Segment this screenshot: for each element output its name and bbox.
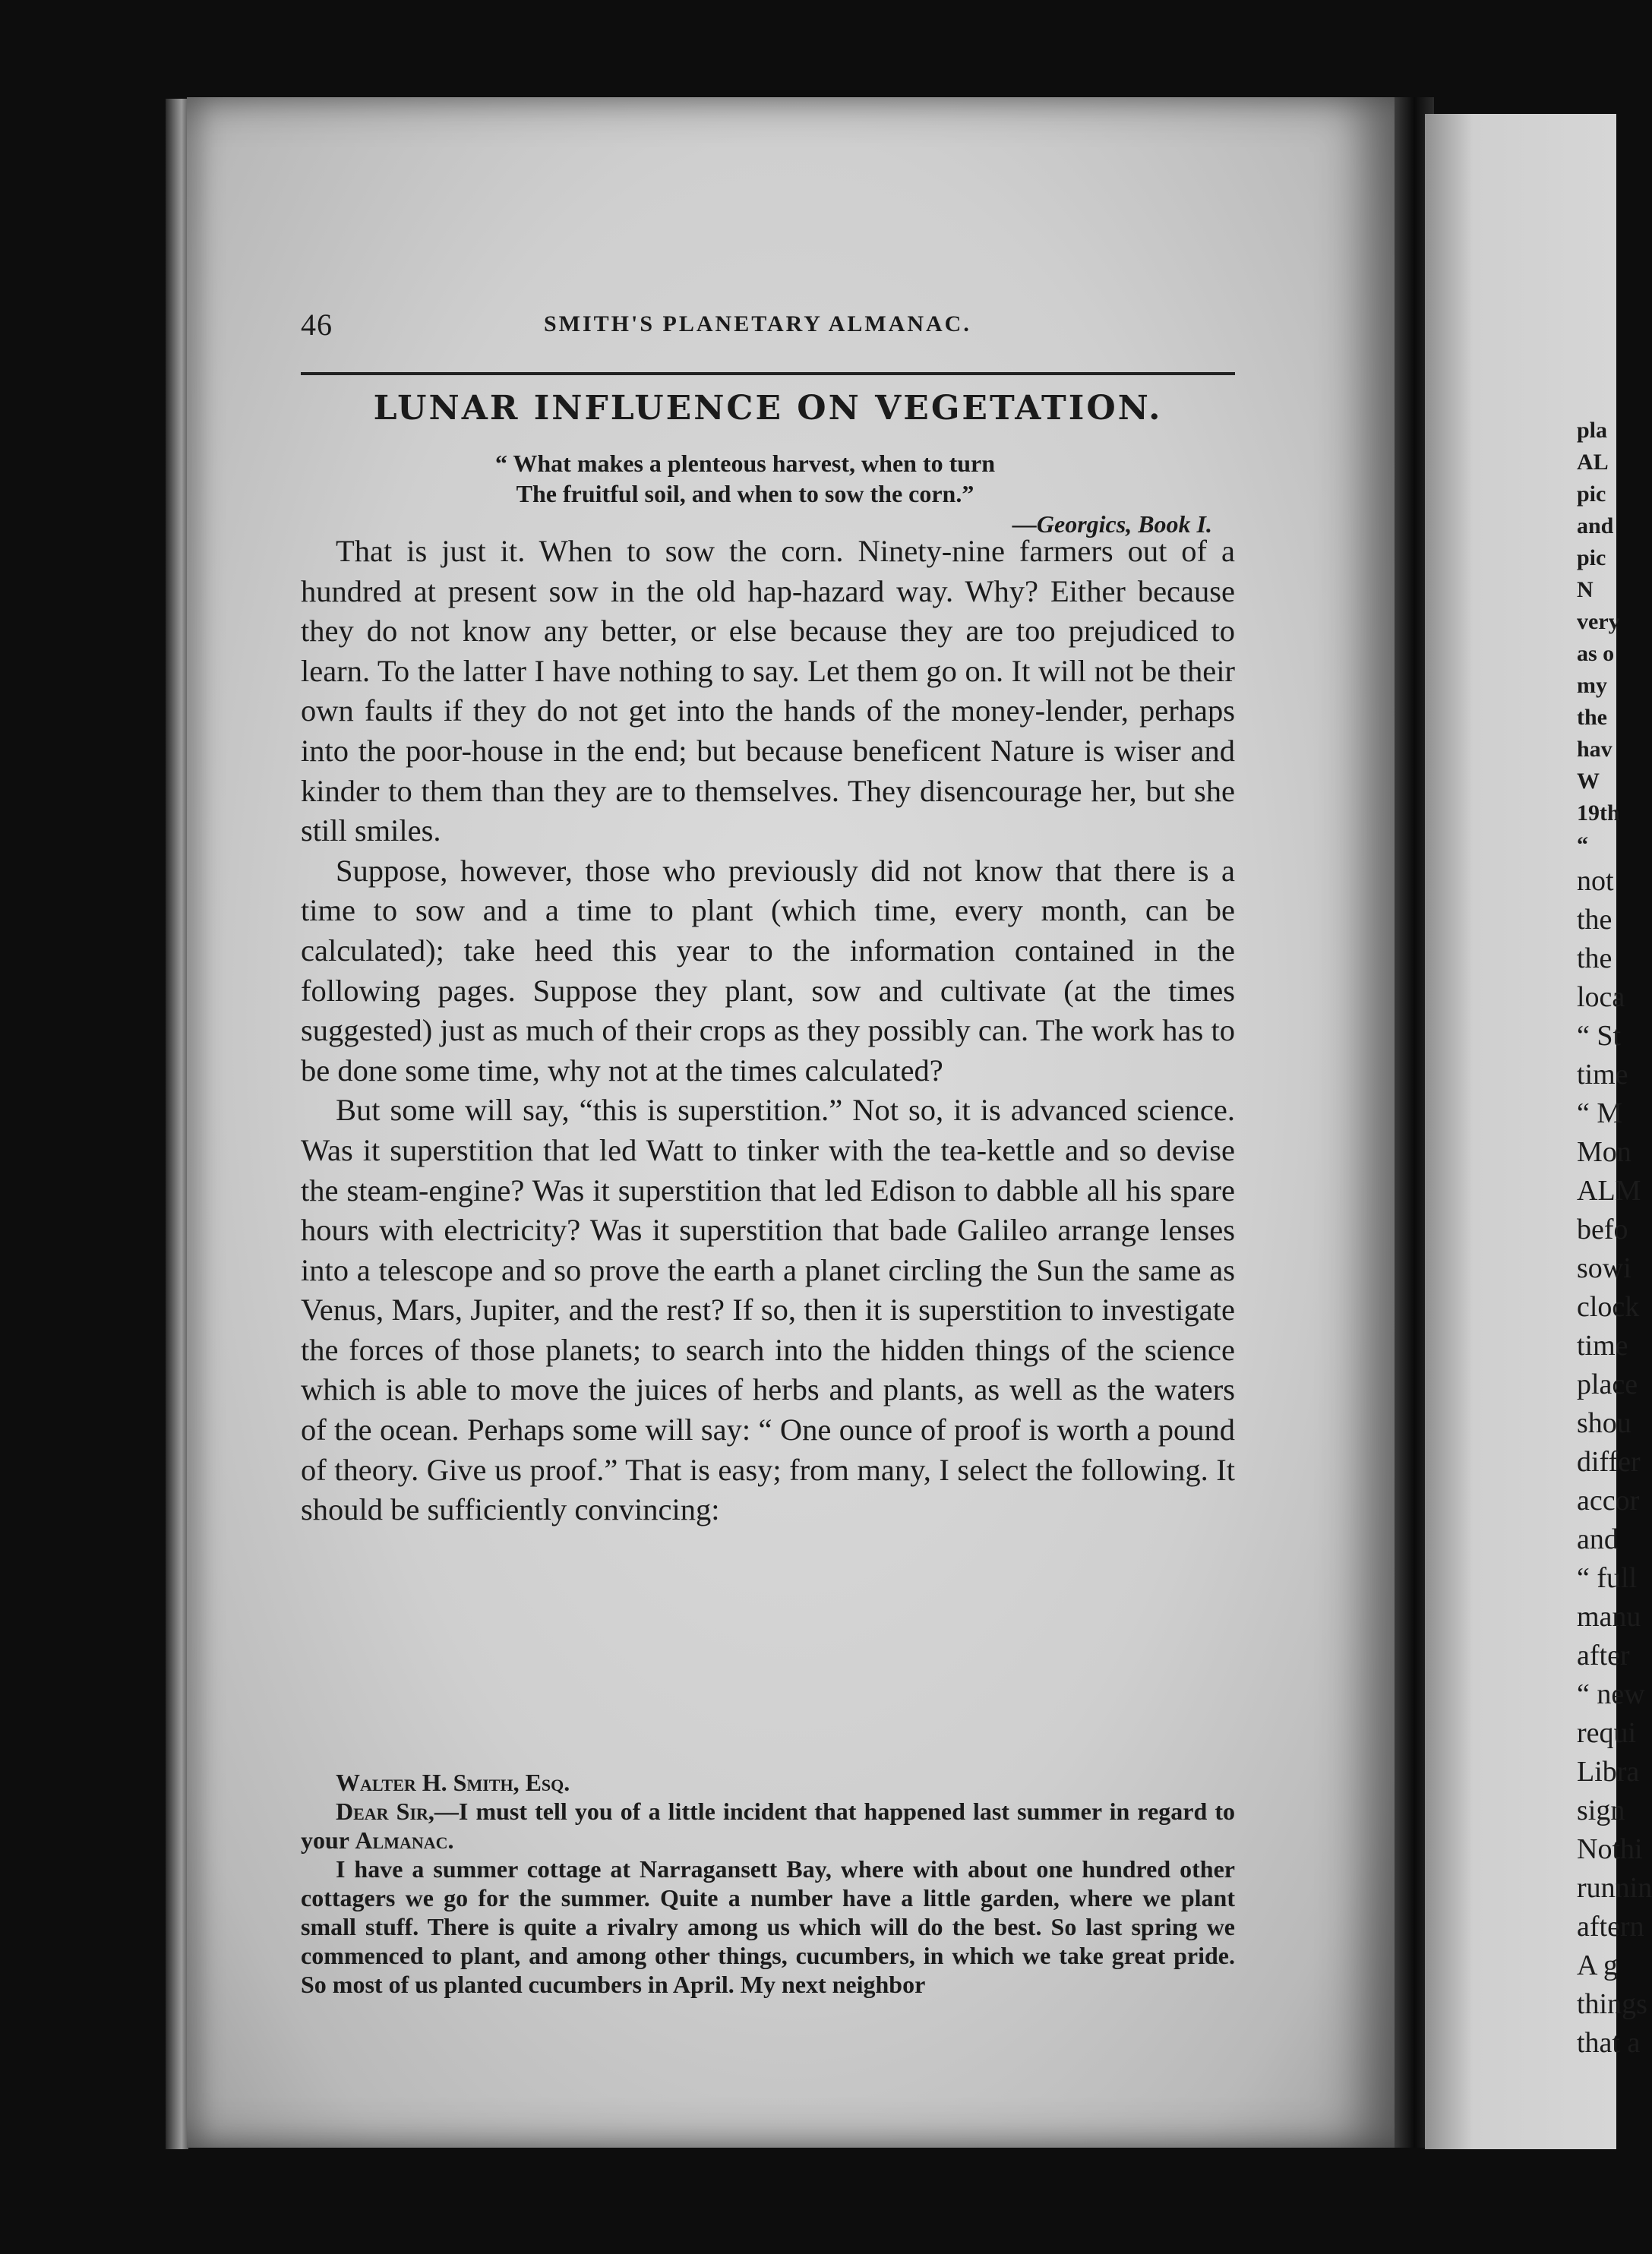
right-page-line: the: [1577, 942, 1613, 974]
right-page-line: “ full: [1577, 1562, 1638, 1594]
epigraph-source: —Georgics, Book I.: [1012, 510, 1212, 538]
right-page-line: W: [1577, 769, 1600, 794]
page-number: 46: [301, 308, 333, 342]
right-page-line: my: [1577, 673, 1607, 698]
right-page-line: that a: [1577, 2027, 1641, 2059]
right-page-line: runnin: [1577, 1872, 1652, 1904]
right-page-line: and: [1577, 513, 1614, 538]
right-page-line: aftern: [1577, 1911, 1644, 1943]
right-page-line: pla: [1577, 418, 1608, 443]
right-page-line: loca: [1577, 981, 1625, 1013]
right-page-line: “ St: [1577, 1020, 1622, 1052]
right-page-line: accor: [1577, 1485, 1640, 1517]
right-page-line: differ: [1577, 1446, 1641, 1478]
right-page-line: things: [1577, 1988, 1647, 2020]
right-page-line: “ M: [1577, 1097, 1623, 1129]
body-paragraph: But some will say, “this is superstition.” Not so, it is advanced science. Was it superstition that led Watt to tinker with the tea-kettle and so devise the steam-engine? Was it superstition that led Edison to dabble all his spare hours with electricity? Was it superstition that bade Galileo arrange lenses into a telescope and so prove the earth a planet circling the Sun the same as Venus, Mars, Jupiter, and the rest? If so, then it is superstition to investigate the forces of those planets; to search into the hidden things of the science which is able to move the juices of herbs and plants, as well as the waters of the ocean. Perhaps some will say: “ One ounce of proof is worth a pound of theory. Give us proof.” That is easy; from many, I select the following. It should be sufficiently convincing:: [301, 1093, 1235, 1527]
letter-text: .: [447, 1826, 454, 1854]
right-page-line: sign: [1577, 1795, 1625, 1826]
left-page: [187, 97, 1395, 2148]
right-page-line: sowi: [1577, 1252, 1631, 1284]
article-title: LUNAR INFLUENCE ON VEGETATION.: [373, 389, 1163, 428]
letter-salutation: Dear Sir,: [336, 1798, 434, 1825]
epigraph-line: “ What makes a plenteous harvest, when to turn: [494, 450, 996, 477]
running-head: SMITH'S PLANETARY ALMANAC.: [544, 311, 971, 336]
right-page-line: pic: [1577, 481, 1606, 507]
right-page-line: and: [1577, 1523, 1619, 1555]
right-page-line: requi: [1577, 1717, 1637, 1749]
right-page-line: not: [1577, 865, 1614, 897]
epigraph-line: The fruitful soil, and when to sow the corn.”: [516, 480, 974, 507]
right-page-line: AL: [1577, 450, 1609, 475]
right-page-line: “: [1577, 832, 1588, 857]
body-paragraph: That is just it. When to sow the corn. Ninety-nine farmers out of a hundred at present sow in the old hap-hazard way. Why? Either because they do not know any better, or else because they are too prejudiced to learn. To the latter I have nothing to say. Let them go on. It will not be their own faults if they do not get into the hands of the money-lender, perhaps into the poor-house in the end; but because beneficent Nature is wiser and kinder to them than they are to themselves. They disencourage her, but she still smiles.: [301, 534, 1235, 848]
right-page-line: the: [1577, 705, 1607, 730]
right-page-line: 19th: [1577, 800, 1620, 826]
right-page-fragment: [1425, 114, 1652, 2149]
right-page-line: Libra: [1577, 1756, 1640, 1788]
right-page-line: clock: [1577, 1291, 1640, 1323]
right-page-line: N: [1577, 577, 1594, 602]
right-page-line: “ new: [1577, 1678, 1645, 1710]
right-page-line: A g: [1577, 1949, 1618, 1981]
right-page-line: manu: [1577, 1601, 1641, 1633]
quoted-letter: [301, 1768, 1235, 1999]
book-edge: [166, 99, 188, 2149]
right-page-line: pic: [1577, 545, 1606, 570]
right-page-line: befo: [1577, 1214, 1628, 1245]
right-page-line: Nothi: [1577, 1833, 1643, 1865]
right-page-line: time: [1577, 1330, 1628, 1362]
letter-almanac-word: Almanac: [355, 1826, 448, 1854]
right-page-line: after: [1577, 1640, 1630, 1672]
epigraph: [301, 448, 1235, 539]
letter-addressee: Walter H. Smith, Esq.: [336, 1769, 570, 1796]
article-body: [301, 532, 1235, 1530]
right-page-line: very: [1577, 609, 1620, 634]
letter-paragraph: I have a summer cottage at Narragansett Bay, where with about one hundred other cottagers we go for the summer. Quite a number have a little garden, where we plant small stuff. There is quite a rivalry among us which will do the best. So last spring we commenced to plant, and among other things, cucumbers, in which we take great pride. So most of us planted cucumbers in April. My next neighbor: [301, 1855, 1235, 1998]
right-page-line: shou: [1577, 1407, 1631, 1439]
right-page-line: the: [1577, 904, 1613, 936]
right-page-line: place: [1577, 1368, 1638, 1400]
letter-paragraph: [301, 1797, 1235, 1855]
right-page-line: as o: [1577, 641, 1615, 666]
right-page-line: Mon: [1577, 1136, 1631, 1168]
right-page-line: ALM: [1577, 1175, 1641, 1207]
right-page-line: hav: [1577, 737, 1613, 762]
letter-text: —I must tell you of a little incident that happened last summer in regard to your: [301, 1798, 1236, 1854]
body-paragraph: Suppose, however, those who previously did not know that there is a time to sow and a time to plant (which time, every month, can be calculated); take heed this year to the information contained in the following pages. Suppose they plant, sow and cultivate (at the times suggested) just as much of their crops as they possibly can. The work has to be done some time, why not at the times calculated?: [301, 853, 1235, 1088]
right-page-line: time: [1577, 1059, 1628, 1091]
header-rule: [301, 372, 1235, 375]
